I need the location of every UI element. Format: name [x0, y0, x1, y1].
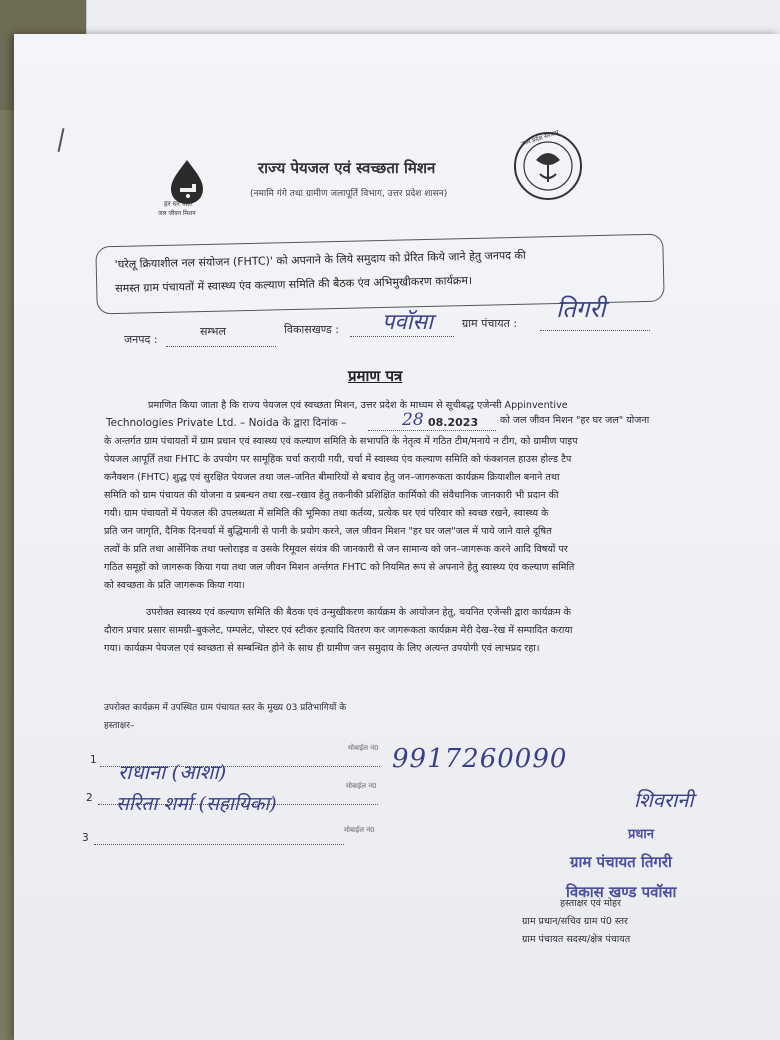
participant-1-name: राधाना (आशा) [118, 760, 227, 784]
certificate-title: प्रमाण पत्र [348, 367, 403, 385]
participants-intro-2: हस्ताक्षर– [104, 721, 135, 731]
para1-line-1: प्रमाणित किया जाता है कि राज्य पेयजल एवं स्वच्छता मिशन, उत्तर प्रदेश के माध्यम से सूचीबद्ध एजेन्सी Appinventive [148, 400, 568, 411]
gram-label: ग्राम पंचायत : [462, 317, 518, 330]
page-title: राज्य पेयजल एवं स्वच्छता मिशन [258, 159, 436, 177]
janpad-value: सम्भल [200, 325, 226, 338]
gram-line [540, 330, 650, 331]
logo-left-text-2: जल जीवन मिशन [158, 210, 196, 217]
stamp-line-3: विकास खण्ड पवॉसा [566, 883, 677, 901]
role-line-2: ग्राम पंचायत सदस्य/क्षेत्र पंचायत [522, 934, 631, 945]
para1-line-6: समिति को ग्राम पंचायत की योजना व प्रबन्धन तथा रख–रखाव हेतु तकनीकी प्रशिक्षित कार्मिको की संवैधानिक जानकारी भी प्रदान की [104, 490, 559, 501]
participant-1-mobile: 9917260090 [392, 744, 568, 774]
para1-line-4: पेयजल आपूर्ति तथा FHTC के उपयोग पर सामूहिक चर्चा करायी गयी, चर्चा में स्वास्थ्य एंव कल्याण समिति को फंक्शनल हाउस होल्ड टैप [104, 454, 572, 465]
pradhan-signature: शिवरानी [634, 788, 694, 812]
vikas-line [350, 336, 454, 337]
para1-line-5: कनैक्शन (FHTC) शुद्ध एवं सुरक्षित पेयजल तथा जल–जनित बीमारियों से बचाव हेतु जन–जागरूकता कार्यक्रम क्रियाशील बनाने तथा [104, 472, 560, 483]
para1-line-2b: को जल जीवन मिशन "हर घर जल" योजना [500, 415, 650, 426]
participant-2-name: सरिता शर्मा (सहायिका) [116, 793, 277, 815]
participant-2-num: 2 [86, 792, 93, 804]
para1-line-8: प्रति जन जागृति, दैनिक दिनचर्या में बुद्धिमानी से पानी के प्रयोग करने, जल जीवन मिशन "हर घर जल"जल में पाये जाने वाले दूषित [104, 526, 552, 537]
participants-intro-1: उपरोक्त कार्यक्रम में उपस्थित ग्राम पंचायत स्तर के मुख्य 03 प्रतिभागियों के [104, 703, 347, 713]
para1-line-7: गयी। ग्राम पंचायतों में पेयजल की उपलब्धता में समिति की भूमिका तथा कर्तव्य, प्रत्येक घर एवं परिवार को स्वच्छ रखने, स्वास्थ्य के [104, 508, 549, 519]
participant-3-mobile-label: मोबाईल नं0 [344, 826, 375, 834]
para1-line-3: के अन्तर्गत ग्राम पंचायतों में ग्राम प्रधान एवं स्वास्थ्य एवं कल्याण समिति के सभापति के नेतृत्व में गठित टीम/मनाये न टीग, को ग्रामीण पाइप [104, 436, 578, 447]
logo-left-text-1: हर घर जल [164, 200, 192, 208]
para2-line-3: गया। कार्यक्रम पेयजल एवं स्वच्छता से सम्बन्धित होने के साथ ही ग्रामीण जन समुदाय के लिए अत्यन्त उपयोगी एवं लाभप्रद रहा। [104, 643, 540, 654]
para1-line-10: गठित समूहों को जागरूक किया गया तथा जल जीवन मिशन अर्न्तगत FHTC को नियमित रूप से अपनाने हेतु स्वास्थ्य एंव कल्याण समिति [104, 562, 575, 573]
date-printed: 08.2023 [428, 416, 479, 429]
vikas-value: पवॉसा [382, 310, 433, 335]
janpad-line [166, 346, 276, 347]
para1-line-2a: Technologies Private Ltd. – Noida के द्वारा दिनांक – [106, 417, 347, 429]
har-ghar-jal-logo [158, 158, 216, 220]
page-subtitle: (नमामि गंगे तथा ग्रामीण जलापूर्ति विभाग, उत्तर प्रदेश शासन) [250, 189, 448, 199]
gram-value: तिगरी [556, 295, 606, 323]
date-handwritten: 28 [402, 410, 424, 430]
sign-label: हस्ताक्षर एवं मोहर [560, 898, 621, 909]
para2-line-2: दौरान प्रचार प्रसार सामग्री–बुकलेट, पम्पलेट, पोस्टर एवं स्टीकर इत्यादि वितरण कर जागरूकता कार्यक्रम मेरी देख–रेख में सम्पादित कराया [104, 625, 573, 636]
participant-2-mobile-label: मोबाईल नं0 [346, 782, 377, 790]
para1-line-11: को स्वच्छता के प्रति जागरूक किया गया। [104, 580, 246, 591]
participant-3-num: 3 [82, 832, 89, 844]
banner-line-2: समस्त ग्राम पंचायतों में स्वास्थ्य एंव कल्याण समिति की बैठक एंव अभिमुखीकरण कार्यक्रम। [115, 273, 473, 296]
vikas-label: विकासखण्ड : [284, 323, 340, 336]
participant-1-num: 1 [90, 754, 97, 766]
banner-line-1: 'घरेलू क्रियाशील नल संयोजन (FHTC)' को अपनाने के लिये समुदाय को प्रेरित किये जाने हेतु जनपद की [114, 248, 526, 272]
emblem-text: उत्तर प्रदेश सरकार [520, 129, 560, 148]
participant-1-mobile-label: मोबाईल नं0 [348, 744, 379, 752]
para2-line-1: उपरोक्त स्वास्थ्य एवं कल्याण समिति की बैठक एवं उन्मुखीकरण कार्यक्रम के आयोजन हेतु, चयनित एजेन्सी द्वारा कार्यक्रम के [146, 607, 571, 618]
janpad-label: जनपद : [124, 333, 158, 346]
role-line-1: ग्राम प्रधान/सचिव ग्राम पं0 स्तर [522, 916, 628, 927]
up-government-emblem [512, 130, 584, 202]
para1-line-9: तत्वों के प्रति तथा आर्सेनिक तथा फ्लोराइड व उसके रिमूवल संयंत्र की जानकारी से जन सामान्य को जन–जागरूक करने आदि विषयों पर [104, 544, 568, 555]
participant-3-line [94, 844, 344, 845]
stamp-line-2: ग्राम पंचायत तिगरी [570, 853, 672, 871]
stamp-line-1: प्रधान [628, 827, 654, 842]
